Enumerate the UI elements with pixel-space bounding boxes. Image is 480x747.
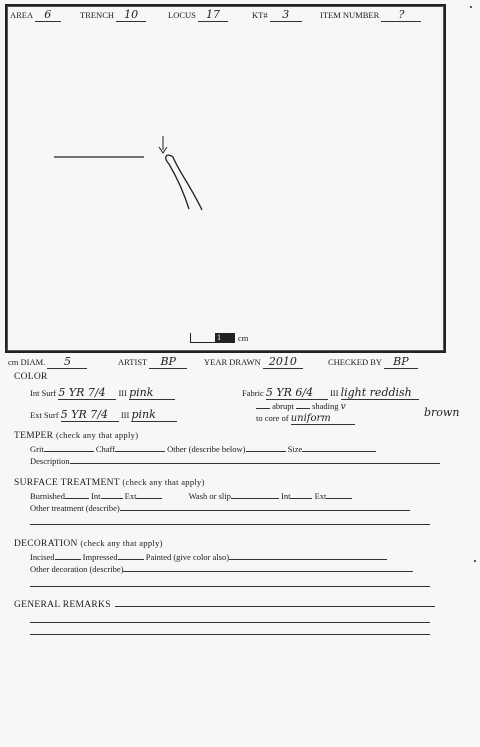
to-core-field: to core of uniform [256,413,355,425]
decoration-other: Other decoration (describe) [30,564,413,574]
fabric-field: Fabric 5 YR 6/4 III light reddish [242,386,419,400]
sherd-profile [166,155,202,210]
int-surf-field: Int Surf 5 YR 7/4 III pink [30,386,175,400]
fabric-name-cont: brown [424,406,460,419]
abrupt-shading: abrupt shading v [256,401,346,412]
sherd-drawing [40,130,240,220]
kt-field: KT# 3 [252,8,302,22]
decoration-line [30,586,430,587]
color-heading: COLOR [14,372,48,382]
item-number-field: ITEM NUMBER ? [320,8,421,22]
locus-field: LOCUS 17 [168,8,228,22]
remarks-line-2 [30,634,430,635]
speck [470,6,472,8]
remarks-line-1 [30,622,430,623]
temper-options: Grit Chaff Other (describe below) Size [30,444,376,454]
trench-field: TRENCH 10 [80,8,146,22]
year-drawn-field: YEAR DRAWN 2010 [204,355,303,369]
scale-bar: 1 cm [190,333,265,345]
diam-field: cm DIAM. 5 [8,355,87,369]
surface-heading: SURFACE TREATMENT (check any that apply) [14,477,205,488]
temper-heading: TEMPER (check any that apply) [14,430,139,441]
remarks-heading: GENERAL REMARKS [14,600,435,610]
decoration-heading: DECORATION (check any that apply) [14,538,163,549]
decoration-options: Incised Impressed Painted (give color also) [30,552,387,562]
checked-by-field: CHECKED BY BP [328,355,418,369]
speck [474,560,476,562]
surface-other: Other treatment (describe) [30,503,410,513]
ext-surf-field: Ext Surf 5 YR 7/4 III pink [30,408,177,422]
artist-field: ARTIST BP [118,355,187,369]
temper-description: Description [30,456,440,466]
area-field: AREA 6 [10,8,61,22]
surface-options: Burnished Int Ext Wash or slip Int Ext [30,491,352,501]
surface-line [30,524,430,525]
